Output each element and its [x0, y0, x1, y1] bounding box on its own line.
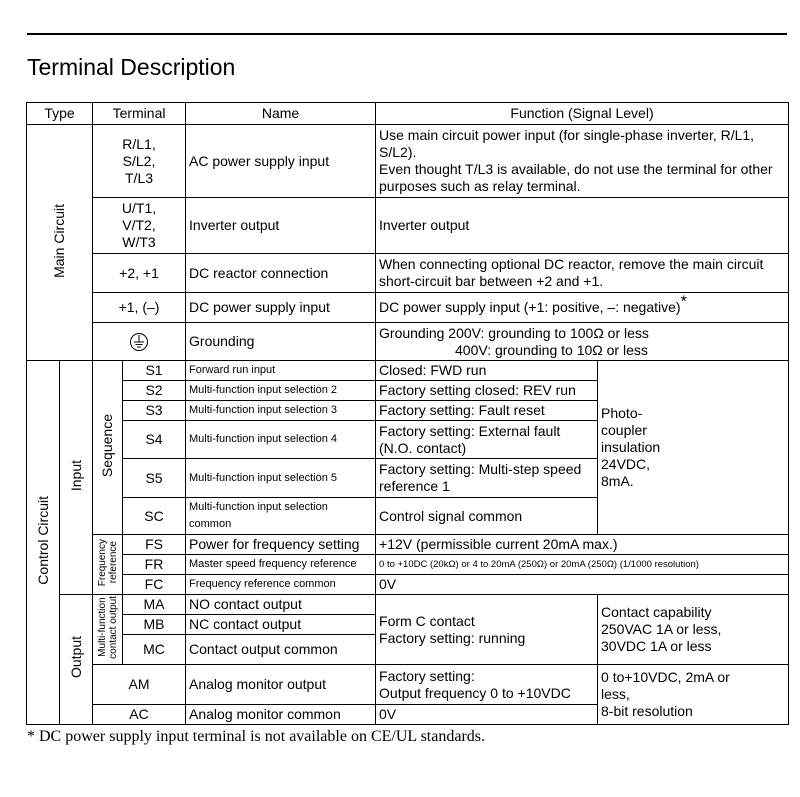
sequence-note: Photo- coupler insulation 24VDC, 8mA.	[598, 361, 789, 535]
function-cell: Inverter output	[376, 198, 789, 254]
name-cell: Power for frequency setting	[186, 535, 376, 555]
terminal-cell: S4	[123, 421, 186, 459]
contact-output-label: Multi-function contact output	[93, 595, 123, 665]
name-cell: Analog monitor output	[186, 665, 376, 705]
terminal-cell: AM	[93, 665, 186, 705]
terminal-cell: FS	[123, 535, 186, 555]
table-row	[27, 254, 789, 293]
terminal-cell: U/T1, V/T2, W/T3	[93, 198, 186, 254]
name-cell: Frequency reference common	[186, 575, 376, 595]
output-label: Output	[60, 595, 93, 725]
name-cell: Multi-function input selection 3	[186, 401, 376, 421]
name-cell: Contact output common	[186, 635, 376, 665]
terminal-cell: +2, +1	[93, 254, 186, 293]
function-cell: Closed: FWD run	[376, 361, 598, 381]
name-cell: Multi-function input selection 2	[186, 381, 376, 401]
function-cell: Control signal common	[376, 498, 598, 535]
name-cell: Multi-function input selection 4	[186, 421, 376, 459]
terminal-cell: S1	[123, 361, 186, 381]
name-cell: DC reactor connection	[186, 254, 376, 293]
name-cell: Multi-function input selection 5	[186, 459, 376, 498]
footnote-mark: *	[680, 293, 687, 311]
name-cell: Forward run input	[186, 361, 376, 381]
terminal-cell: S2	[123, 381, 186, 401]
sequence-label: Sequence	[93, 361, 123, 535]
main-circuit-label: Main Circuit	[27, 125, 93, 361]
function-cell: Factory setting: Fault reset	[376, 401, 598, 421]
terminal-cell: FC	[123, 575, 186, 595]
ground-icon	[129, 332, 149, 352]
terminal-table	[26, 102, 789, 725]
terminal-cell: FR	[123, 555, 186, 575]
table-row	[27, 125, 789, 198]
table-row	[27, 665, 789, 705]
table-row	[27, 361, 789, 381]
function-cell: 0 to +10DC (20kΩ) or 4 to 20mA (250Ω) or 20mA (250Ω) (1/1000 resolution)	[376, 555, 789, 575]
terminal-cell: MA	[123, 595, 186, 615]
contact-capability: Contact capability 250VAC 1A or less, 30VDC 1A or less	[598, 595, 789, 665]
table-row	[27, 575, 789, 595]
table-row	[27, 198, 789, 254]
header-name: Name	[186, 103, 376, 125]
header-function: Function (Signal Level)	[376, 103, 789, 125]
table-row	[27, 595, 789, 615]
function-cell: Factory setting: Output frequency 0 to +10VDC	[376, 665, 598, 705]
top-rule	[27, 33, 787, 35]
header-type: Type	[27, 103, 93, 125]
terminal-cell: +1, (–)	[93, 293, 186, 323]
function-cell: +12V (permissible current 20mA max.)	[376, 535, 789, 555]
terminal-cell	[93, 323, 186, 361]
name-cell: Multi-function input selection common	[186, 498, 376, 535]
header-row	[27, 103, 789, 125]
terminal-cell: SC	[123, 498, 186, 535]
name-cell: Analog monitor common	[186, 705, 376, 725]
terminal-cell: MB	[123, 615, 186, 635]
terminal-cell: R/L1, S/L2, T/L3	[93, 125, 186, 198]
name-cell: NO contact output	[186, 595, 376, 615]
analog-note: 0 to+10VDC, 2mA or less, 8-bit resolution	[598, 665, 789, 725]
input-label: Input	[60, 361, 93, 595]
name-cell: Inverter output	[186, 198, 376, 254]
function-cell: Factory setting: Multi-step speed reference 1	[376, 459, 598, 498]
control-circuit-label: Control Circuit	[27, 361, 60, 725]
function-cell: Factory setting: External fault (N.O. contact)	[376, 421, 598, 459]
function-cell: 0V	[376, 575, 789, 595]
terminal-cell: S3	[123, 401, 186, 421]
function-cell: Grounding 200V: grounding to 100Ω or less 400V: grounding to 10Ω or less	[376, 323, 789, 361]
terminal-cell: MC	[123, 635, 186, 665]
function-cell: 0V	[376, 705, 598, 725]
name-cell: Master speed frequency reference	[186, 555, 376, 575]
header-terminal: Terminal	[93, 103, 186, 125]
table-row	[27, 555, 789, 575]
table-row	[27, 535, 789, 555]
page-title: Terminal Description	[27, 54, 236, 80]
contact-function: Form C contact Factory setting: running	[376, 595, 598, 665]
frequency-reference-label: Frequency reference	[93, 535, 123, 595]
name-cell: Grounding	[186, 323, 376, 361]
terminal-cell: AC	[93, 705, 186, 725]
function-cell: Factory setting closed: REV run	[376, 381, 598, 401]
table-row	[27, 323, 789, 361]
name-cell: DC power supply input	[186, 293, 376, 323]
function-cell: Use main circuit power input (for single-phase inverter, R/L1, S/L2). Even thought T/L3 is available, do not use the terminal for other purposes such as relay terminal.	[376, 125, 789, 198]
name-cell: AC power supply input	[186, 125, 376, 198]
table-row	[27, 293, 789, 323]
footnote: * DC power supply input terminal is not available on CE/UL standards.	[27, 728, 485, 745]
function-cell: DC power supply input (+1: positive, –: negative)*	[376, 293, 789, 323]
function-cell: When connecting optional DC reactor, remove the main circuit short-circuit bar between +2 and +1.	[376, 254, 789, 293]
terminal-cell: S5	[123, 459, 186, 498]
name-cell: NC contact output	[186, 615, 376, 635]
